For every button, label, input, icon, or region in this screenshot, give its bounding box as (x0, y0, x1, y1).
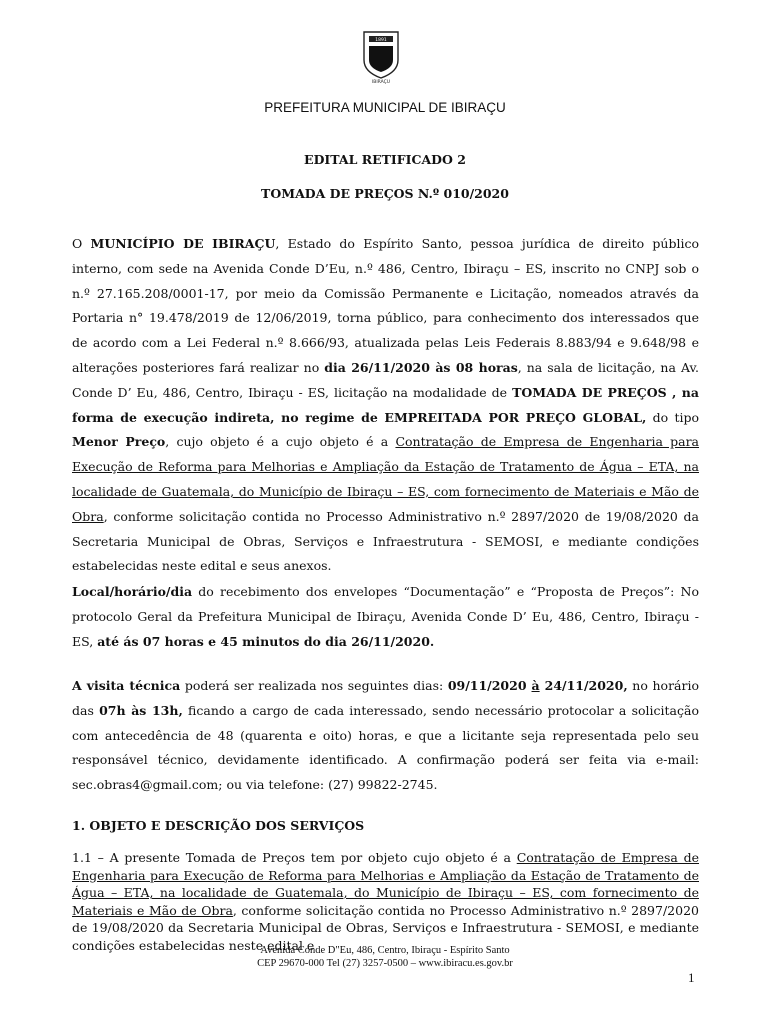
edital-title: EDITAL RETIFICADO 2 (304, 152, 466, 167)
local-paragraph: Local/horário/dia do recebimento dos envelopes “Documentação” e “Proposta de Preços”: No protocolo Geral da Prefeitura Municipal de Ibiraçu, Avenida Conde D’ Eu, 486, Centro, Ibiraçu - ES, até ás 07 horas e 45 minutos do dia 26/11/2020. (72, 584, 699, 649)
footer-contact: CEP 29670-000 Tel (27) 3257-0500 – www.ibiracu.es.gov.br (257, 958, 513, 969)
municipal-crest-logo (356, 26, 406, 84)
section-1-heading: 1. OBJETO E DESCRIÇÃO DOS SERVIÇOS (72, 818, 365, 833)
page-number: 1 (688, 970, 695, 985)
footer-address: Avenida Conde D"Eu, 486, Centro, Ibiraçu - Espírito Santo (260, 945, 510, 956)
section-1-paragraph: 1.1 – A presente Tomada de Preços tem por objeto cujo objeto é a Contratação de Empresa de Engenharia para Execução de Reforma para Melhorias e Ampliação da Estação de Tratamento de Água – ETA, na localidade de Guatemala, do Município de Ibiraçu – ES, com fornecimento de Materiais e Mão de Obra, conforme solicitação contida no Processo Administrativo n.º 2897/2020 de 19/08/2020 da Secretaria Municipal de Obras, Serviços e Infraestrutura - SEMOSI, e mediante condições estabelecidas neste edital e (72, 850, 699, 953)
tomada-title: TOMADA DE PREÇOS N.º 010/2020 (261, 186, 509, 201)
municipality-name: PREFEITURA MUNICIPAL DE IBIRAÇU (264, 100, 506, 115)
svg-text:1891: 1891 (375, 38, 387, 43)
svg-text:IBIRAÇU: IBIRAÇU (371, 80, 391, 84)
visita-paragraph: A visita técnica poderá ser realizada nos seguintes dias: 09/11/2020 à 24/11/2020, no horário das 07h às 13h, ficando a cargo de cada interessado, sendo necessário protocolar a solicitação com antecedência de 48 (quarenta e oito) horas, e que a licitante seja representada pelo seu responsável técnico, devidamente identificado. A confirmação poderá ser feita via e-mail: sec.obras4@gmail.com; ou via telefone: (27) 99822-2745. (72, 678, 699, 793)
intro-paragraph: O MUNICÍPIO DE IBIRAÇU, Estado do Espírito Santo, pessoa jurídica de direito público interno, com sede na Avenida Conde D’Eu, n.º 486, Centro, Ibiraçu – ES, inscrito no CNPJ sob o n.º 27.165.208/0001-17, por meio da Comissão Permanente e Licitação, nomeados através da Portaria n° 19.478/2019 de 12/06/2019, torna público, para conhecimento dos interessados que de acordo com a Lei Federal n.º 8.666/93, atualizada pelas Leis Federais 8.883/94 e 9.648/98 e alterações posteriores fará realizar no dia 26/11/2020 às 08 horas, na sala de licitação, na Av. Conde D’ Eu, 486, Centro, Ibiraçu - ES, licitação na modalidade de TOMADA DE PREÇOS , na forma de execução indireta, no regime de EMPREITADA POR PREÇO GLOBAL, do tipo Menor Preço, cujo objeto é a cujo objeto é a Contratação de Empresa de Engenharia para Execução de Reforma para Melhorias e Ampliação da Estação de Tratamento de Água – ETA, na localidade de Guatemala, do Município de Ibiraçu – ES, com fornecimento de Materiais e Mão de Obra, conforme solicitação contida no Processo Administrativo n.º 2897/2020 de 19/08/2020 da Secretaria Municipal de Obras, Serviços e Infraestrutura - SEMOSI, e mediante condições estabelecidas neste edital e seus anexos. (72, 236, 700, 574)
page-footer (0, 944, 770, 970)
